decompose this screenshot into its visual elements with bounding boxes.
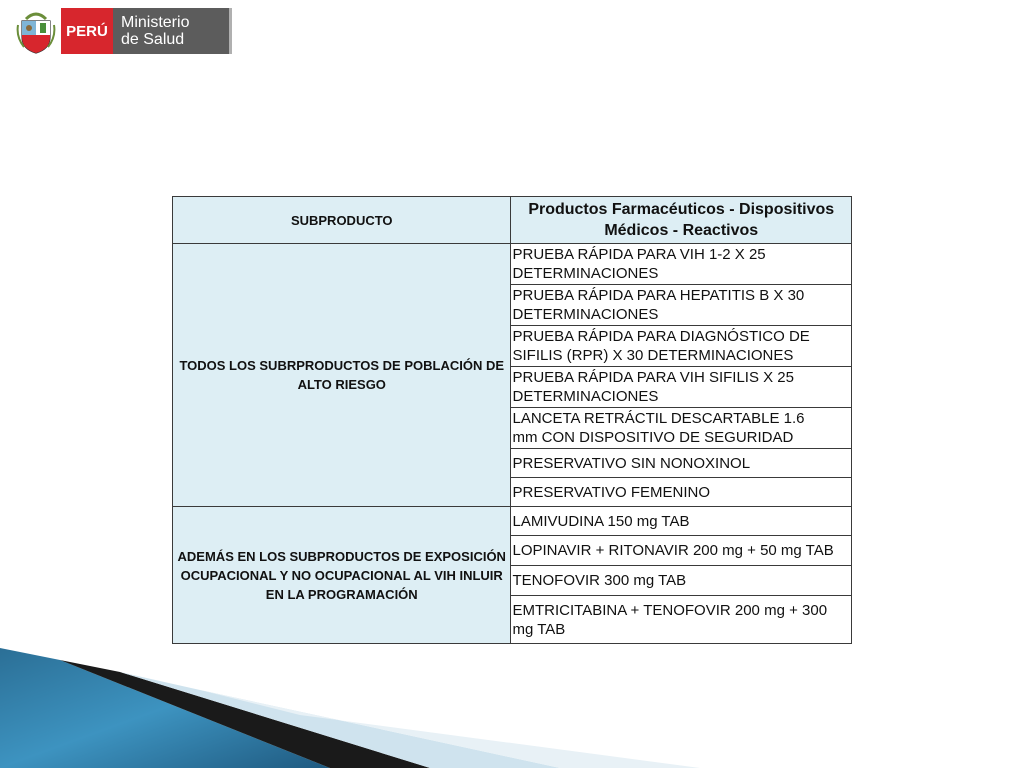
item-text: EMTRICITABINA + TENOFOVIR 200 mg + 300 mg TAB [512, 601, 828, 638]
item-text: PRUEBA RÁPIDA PARA DIAGNÓSTICO DE SIFILIS (RPR) X 30 DETERMINACIONES [512, 328, 810, 364]
logo-edge [229, 8, 232, 54]
table-cell [511, 507, 852, 536]
item-text: LANCETA RETRÁCTIL DESCARTABLE 1.6 mm CON DISPOSITIVO DE SEGURIDAD [512, 410, 805, 446]
peru-label: PERÚ [66, 22, 108, 40]
ministry-line-2: de Salud [121, 31, 185, 48]
item-text: LAMIVUDINA 150 mg TAB [512, 512, 690, 530]
table-cell [511, 449, 852, 478]
table-cell [511, 367, 852, 408]
group-label: ADEMÁS EN LOS SUBPRODUCTOS DE EXPOSICIÓN OCUPACIONAL Y NO OCUPACIONAL AL VIH INLUIR EN LA PROGRAMACIÓN [173, 507, 511, 644]
item-text: LOPINAVIR + RITONAVIR 200 mg + 50 mg TAB [512, 542, 834, 559]
item-text: PRUEBA RÁPIDA PARA VIH SIFILIS X 25 DETERMINACIONES [512, 369, 794, 405]
peru-coat-of-arms-icon [16, 7, 56, 55]
table-cell [511, 478, 852, 507]
table-cell [511, 408, 852, 449]
peru-badge [61, 8, 113, 54]
products-table [172, 196, 852, 644]
table-cell [511, 244, 852, 285]
table-cell [511, 285, 852, 326]
item-text: PRESERVATIVO SIN NONOXINOL [512, 454, 751, 472]
table-row [173, 244, 852, 285]
table-cell [511, 326, 852, 367]
ministry-line-1: Ministerio [121, 14, 190, 31]
item-text: TENOFOVIR 300 mg TAB [512, 572, 687, 589]
table-header-row [173, 197, 852, 244]
ministry-name [113, 8, 229, 54]
table-cell [511, 566, 852, 596]
decorative-swoosh [0, 620, 1024, 768]
item-text: PRUEBA RÁPIDA PARA HEPATITIS B X 30 DETERMINACIONES [512, 287, 805, 323]
item-text: PRUEBA RÁPIDA PARA VIH 1-2 X 25 DETERMINACIONES [512, 246, 766, 282]
item-text: PRESERVATIVO FEMENINO [512, 483, 711, 501]
col-header-subproducto: SUBPRODUCTO [173, 197, 511, 244]
table-row [173, 507, 852, 536]
col-header-productos: Productos Farmacéuticos - Dispositivos Médicos - Reactivos [511, 197, 852, 244]
table-cell [511, 536, 852, 566]
group-label: TODOS LOS SUBRPRODUCTOS DE POBLACIÓN DE ALTO RIESGO [173, 244, 511, 507]
